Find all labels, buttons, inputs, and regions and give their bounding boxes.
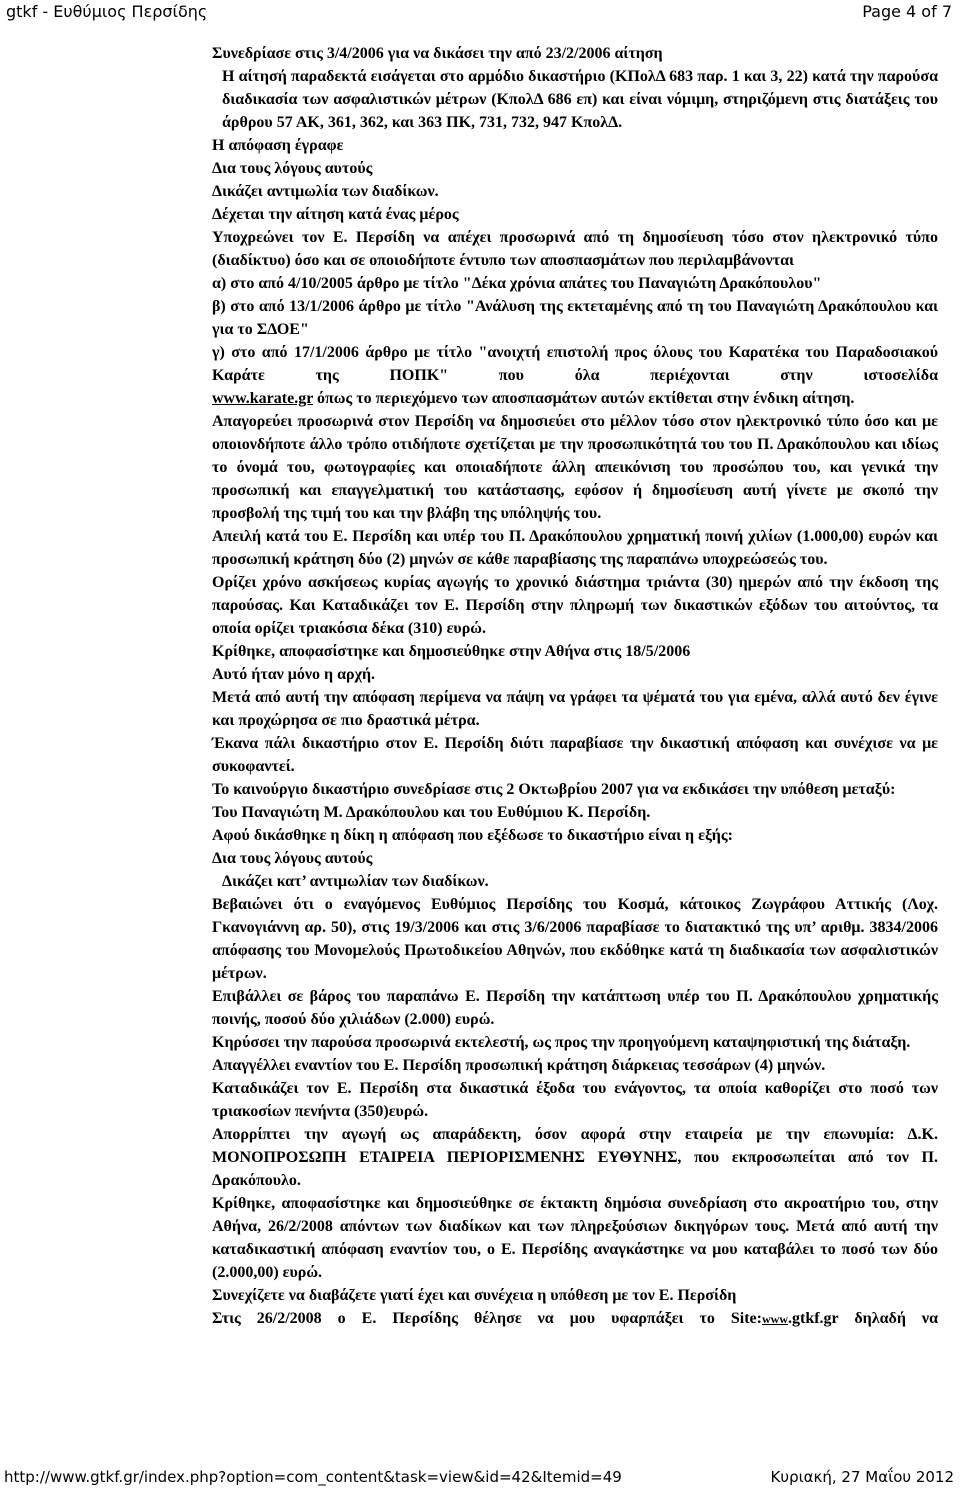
page-number: Page 4 of 7	[862, 2, 952, 21]
paragraph: Το καινούργιο δικαστήριο συνεδρίασε στις 2 Οκτωβρίου 2007 για να εκδικάσει την υπόθεση μεταξύ:	[212, 781, 896, 798]
paragraph: Βεβαιώνει ότι ο εναγόμενος Ευθύμιος Περσίδης του Κοσμά, κάτοικος Ζωγράφου Αττικής (Λοχ. Γκανογιάννη αρ. 50), στις 19/3/2006 και στις 3/6/2006 παραβίασε το διατακτικό της υπ’ αριθμ. 3834/2006 απόφασης του Μονομελούς Πρωτοδικείου Αθηνών, που εκδόθηκε κατά τη διαδικασία των ασφαλιστικών μέτρων.	[212, 896, 938, 982]
paragraph: Δέχεται την αίτηση κατά ένας μέρος	[212, 206, 459, 223]
footer-date: Κυριακή, 27 Μαΐου 2012	[770, 1468, 954, 1486]
paragraph: Αυτό ήταν μόνο η αρχή.	[212, 666, 376, 683]
paragraph	[212, 387, 938, 410]
paragraph: α) στο από 4/10/2005 άρθρο με τίτλο "Δέκα χρόνια απάτες του Παναγιώτη Δρακόπουλου"	[212, 275, 822, 292]
paragraph: β) στο από 13/1/2006 άρθρο με τίτλο "Ανάλυση της εκτεταμένης από τη του Παναγιώτη Δρακόπουλου και για το ΣΔΟΕ"	[212, 298, 938, 338]
document-title: gtkf - Ευθύμιος Περσίδης	[6, 2, 208, 21]
page-footer	[0, 1466, 960, 1490]
paragraph: Απαγγέλλει εναντίον του Ε. Περσίδη προσωπική κράτηση διάρκειας τεσσάρων (4) μηνών.	[212, 1057, 826, 1074]
paragraph: Κρίθηκε, αποφασίστηκε και δημοσιεύθηκε στην Αθήνα στις 18/5/2006	[212, 643, 691, 660]
paragraph: Ορίζει χρόνο ασκήσεως κυρίας αγωγής το χρονικό διάστημα τριάντα (30) ημερών από την έκδοση της παρούσας. Και Καταδικάζει τον Ε. Περσίδη στην πληρωμή των δικαστικών εξόδων του αιτούντος, τα οποία ορίζει τριακόσια δέκα (310) ευρώ.	[212, 574, 938, 637]
paragraph: Συνεχίζετε να διαβάζετε γιατί έχει και συνέχεια η υπόθεση με τον Ε. Περσίδη	[212, 1287, 737, 1304]
paragraph: Καταδικάζει τον Ε. Περσίδη στα δικαστικά έξοδα του ενάγοντος, τα οποία καθορίζει στο ποσό των τριακοσίων πενήντα (350)ευρώ.	[212, 1080, 938, 1120]
site-link[interactable]: www	[762, 1312, 788, 1326]
paragraph: Υποχρεώνει τον Ε. Περσίδη να απέχει προσωρινά από τη δημοσίευση τόσο στον ηλεκτρονικό τύπο (διαδίκτυο) όσο και σε οποιοδήποτε έντυπο των αποσπασμάτων που περιλαμβάνονται	[212, 229, 938, 269]
paragraph: Δια τους λόγους αυτούς	[212, 850, 373, 867]
paragraph	[212, 1307, 938, 1331]
footer-url: http://www.gtkf.gr/index.php?option=com_content&task=view&id=42&Itemid=49	[4, 1468, 622, 1486]
last-line-text: Στις 26/2/2008 ο Ε. Περσίδης θέλησε να μου υφαρπάξει το Site:	[212, 1310, 762, 1327]
paragraph: Η αίτησή παραδεκτά εισάγεται στο αρμόδιο δικαστήριο (ΚΠολΔ 683 παρ. 1 και 3, 22) κατά την παρούσα διαδικασία των ασφαλιστικών μέτρων (ΚπολΔ 686 επ) και είναι νόμιμη, στηριζόμενη στις διατάξεις του άρθρου 57 ΑΚ, 361, 362, και 363 ΠΚ, 731, 732, 947 ΚπολΔ.	[222, 68, 938, 131]
paragraph: γ) στο από 17/1/2006 άρθρο με τίτλο "ανοιχτή επιστολή προς όλους του Καρατέκα του Παραδοσιακού Καράτε της ΠΟΠΚ" που όλα περιέχονται στην ιστοσελίδα	[212, 344, 938, 384]
paragraph: Απαγορεύει προσωρινά στον Περσίδη να δημοσιεύει στο μέλλον τόσο στον ηλεκτρονικό τύπο όσο και με οποιονδήποτε άλλο τρόπο οτιδήποτε σχετίζεται με την προσωπικότητά του του Π. Δρακόπουλου και ιδίως το όνομά του, φωτογραφίες και οποιαδήποτε άλλη απεικόνιση του προσώπου του, και γενικά την προσωπική και επαγγελματική του κατάστασης, εφόσον ή δημοσίευση αυτή γίνετε με σκοπό την προσβολή της τιμή του και την βλάβη της υπόληψής του.	[212, 413, 938, 522]
paragraph: Μετά από αυτή την απόφαση περίμενα να πάψη να γράφει τα ψέματά του για εμένα, αλλά αυτό δεν έγινε και προχώρησα σε πιο δραστικά μέτρα.	[212, 689, 938, 729]
karate-link[interactable]: www.karate.gr	[212, 390, 314, 407]
paragraph: Η απόφαση έγραφε	[212, 137, 344, 154]
paragraph: Επιβάλλει σε βάρος του παραπάνω Ε. Περσίδη την κατάπτωση υπέρ του Π. Δρακόπουλου χρηματικής ποινής, ποσού δύο χιλιάδων (2.000) ευρώ.	[212, 988, 938, 1028]
paragraph: Δικάζει κατ’ αντιμωλίαν των διαδίκων.	[222, 873, 489, 890]
paragraph: Δικάζει αντιμωλία των διαδίκων.	[212, 183, 439, 200]
paragraph: Δια τους λόγους αυτούς	[212, 160, 373, 177]
document-body	[212, 42, 938, 1331]
paragraph: Του Παναγιώτη Μ. Δρακόπουλου και του Ευθύμιου Κ. Περσίδη.	[212, 804, 651, 821]
last-line-trailing: .gtkf.gr δηλαδή να	[788, 1310, 939, 1327]
link-trailing-text: όπως το περιεχόμενο των αποσπασμάτων αυτών εκτίθεται στην ένδικη αίτηση.	[313, 390, 855, 407]
paragraph: Έκανα πάλι δικαστήριο στον Ε. Περσίδη διότι παραβίασε την δικαστική απόφαση και συνέχισε να με συκοφαντεί.	[212, 735, 938, 775]
paragraph: Απορρίπτει την αγωγή ως απαράδεκτη, όσον αφορά στην εταιρεία με την επωνυμία: Δ.Κ. ΜΟΝΟΠΡΟΣΩΠΗ ΕΤΑΙΡΕΙΑ ΠΕΡΙΟΡΙΣΜΕΝΗΣ ΕΥΘΥΝΗΣ, που εκπροσωπείται από τον Π. Δρακόπουλο.	[212, 1126, 938, 1189]
paragraph: Απειλή κατά του Ε. Περσίδη και υπέρ του Π. Δρακόπουλου χρηματική ποινή χιλίων (1.000,00) ευρών και προσωπική κράτηση δύο (2) μηνών σε κάθε παραβίασης της παραπάνω υποχρεώσεώς του.	[212, 528, 938, 568]
paragraph: Κηρύσσει την παρούσα προσωρινά εκτελεστή, ως προς την προηγούμενη καταψηφιστική της διάταξη.	[212, 1034, 911, 1051]
paragraph: Αφού δικάσθηκε η δίκη η απόφαση που εξέδωσε το δικαστήριο είναι η εξής:	[212, 827, 733, 844]
page-header	[0, 0, 960, 22]
paragraph: Κρίθηκε, αποφασίστηκε και δημοσιεύθηκε σε έκτακτη δημόσια συνεδρίαση στο ακροατήριο του, στην Αθήνα, 26/2/2008 απόντων των διαδίκων και των πληρεξούσιων δικηγόρων τους. Μετά από αυτή την καταδικαστική απόφαση εναντίον του, ο Ε. Περσίδης αναγκάστηκε να μου καταβάλει το ποσό των δύο (2.000,00) ευρώ.	[212, 1195, 938, 1281]
paragraph: Συνεδρίασε στις 3/4/2006 για να δικάσει την από 23/2/2006 αίτηση	[212, 45, 663, 62]
